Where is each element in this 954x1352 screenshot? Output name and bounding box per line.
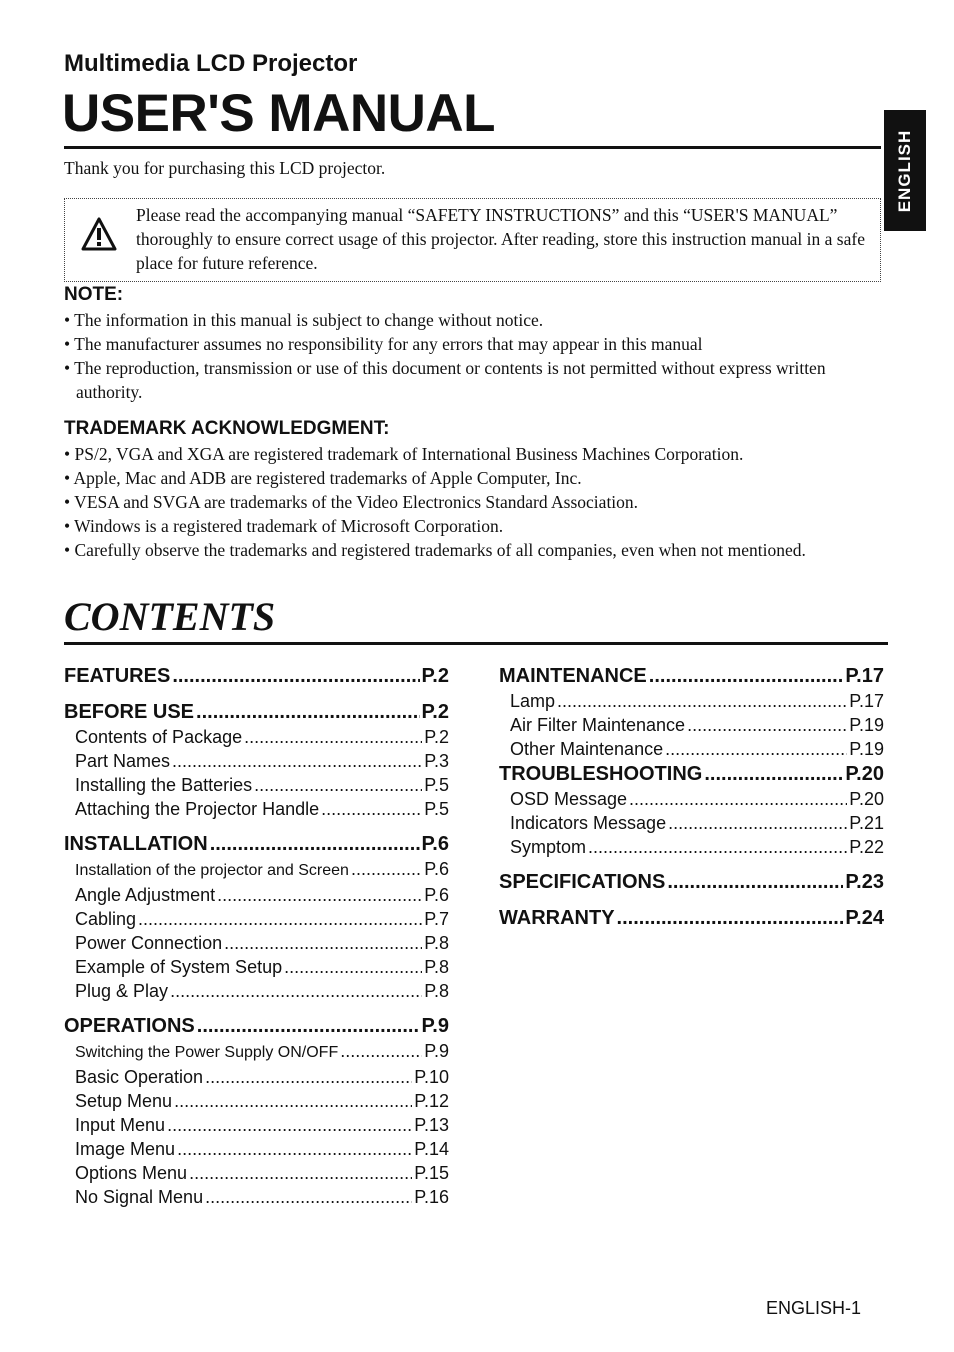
- toc-section-label: INSTALLATION: [64, 833, 208, 855]
- trademark-item: • PS/2, VGA and XGA are registered trademark of International Business Machines Corporation.: [64, 444, 744, 464]
- toc-section-entry: [499, 761, 884, 787]
- toc-page-number: P.17: [845, 665, 884, 687]
- toc-section-entry: [64, 699, 449, 725]
- toc-page-number: P.6: [421, 833, 449, 855]
- toc-leader-dots: [205, 1185, 412, 1209]
- toc-leader-dots: [177, 1137, 412, 1161]
- warning-triangle-icon: [81, 217, 117, 251]
- toc-subsection-entry: [64, 1089, 449, 1113]
- language-tab-label: ENGLISH: [895, 129, 914, 212]
- toc-leader-dots: [557, 689, 847, 713]
- contents-title: CONTENTS: [64, 594, 276, 639]
- toc-page-number: P.12: [414, 1091, 449, 1111]
- toc-section-label: TROUBLESHOOTING: [499, 763, 703, 785]
- toc-section-label: OPERATIONS: [64, 1015, 195, 1037]
- toc-subsection-entry: [64, 907, 449, 931]
- toc-leader-dots: [210, 831, 420, 857]
- toc-subsection-entry: [64, 1065, 449, 1089]
- toc-section-label: BEFORE USE: [64, 701, 195, 723]
- toc-leader-dots: [205, 1065, 412, 1089]
- toc-subsection-entry: [64, 883, 449, 907]
- toc-page-number: P.13: [414, 1115, 449, 1135]
- toc-subsection-entry: [64, 857, 449, 883]
- thanks-text: Thank you for purchasing this LCD projector.: [64, 158, 386, 178]
- toc-subsection-label: Image Menu: [75, 1139, 176, 1159]
- note-item: • The manufacturer assumes no responsibility for any errors that may appear in this manual: [64, 334, 703, 354]
- title-rule: [64, 146, 881, 149]
- toc-subsection-entry: [64, 931, 449, 955]
- toc-right-column: [499, 663, 884, 931]
- toc-subsection-label: Plug & Play: [75, 981, 169, 1001]
- toc-leader-dots: [244, 725, 422, 749]
- toc-leader-dots: [167, 1113, 412, 1137]
- toc-page-number: P.21: [849, 813, 884, 833]
- toc-leader-dots: [284, 955, 422, 979]
- toc-page-number: P.22: [849, 837, 884, 857]
- toc-subsection-entry: [64, 1113, 449, 1137]
- toc-leader-dots: [170, 979, 422, 1003]
- toc-leader-dots: [172, 663, 419, 689]
- toc-subsection-label: Installation of the projector and Screen: [75, 862, 349, 879]
- toc-page-number: P.6: [424, 885, 449, 905]
- toc-section-label: SPECIFICATIONS: [499, 871, 666, 893]
- toc-section-label: FEATURES: [64, 665, 171, 687]
- toc-leader-dots: [138, 907, 422, 931]
- toc-page-number: P.2: [421, 701, 449, 723]
- trademark-item: • Carefully observe the trademarks and registered trademarks of all companies, even when not mentioned.: [64, 540, 806, 560]
- toc-section-entry: [64, 1013, 449, 1039]
- toc-page-number: P.10: [414, 1067, 449, 1087]
- trademark-heading: TRADEMARK ACKNOWLEDGMENT:: [64, 418, 390, 439]
- toc-subsection-label: Power Connection: [75, 933, 223, 953]
- trademark-list: [64, 442, 874, 562]
- toc-subsection-entry: [64, 1161, 449, 1185]
- toc-subsection-label: Angle Adjustment: [75, 885, 216, 905]
- toc-leader-dots: [668, 811, 847, 835]
- toc-subsection-entry: [64, 725, 449, 749]
- contents-rule: [64, 642, 888, 645]
- toc-leader-dots: [629, 787, 847, 811]
- toc-left-column: [64, 663, 449, 1209]
- toc-page-number: P.6: [424, 859, 449, 879]
- toc-subsection-entry: [499, 713, 884, 737]
- document-subtitle: Multimedia LCD Projector: [64, 50, 358, 77]
- toc-leader-dots: [321, 797, 422, 821]
- toc-leader-dots: [197, 1013, 420, 1039]
- toc-subsection-label: No Signal Menu: [75, 1187, 204, 1207]
- toc-subsection-entry: [499, 835, 884, 859]
- toc-page-number: P.17: [849, 691, 884, 711]
- toc-leader-dots: [649, 663, 844, 689]
- toc-subsection-entry: [64, 955, 449, 979]
- toc-page-number: P.15: [414, 1163, 449, 1183]
- toc-page-number: P.14: [414, 1139, 449, 1159]
- toc-subsection-label: Part Names: [75, 751, 171, 771]
- toc-leader-dots: [617, 905, 844, 931]
- toc-page-number: P.5: [424, 799, 449, 819]
- toc-section-entry: [64, 663, 449, 689]
- toc-subsection-label: Basic Operation: [75, 1067, 204, 1087]
- safety-notice-text: Please read the accompanying manual “SAFETY INSTRUCTIONS” and this “USER'S MANUAL” thoroughly to ensure correct usage of this projector. After reading, store this instruction manual in a safe place for future reference.: [136, 205, 865, 273]
- toc-subsection-entry: [64, 1039, 449, 1065]
- toc-page-number: P.7: [424, 909, 449, 929]
- toc-subsection-entry: [64, 797, 449, 821]
- toc-subsection-entry: [64, 1137, 449, 1161]
- toc-leader-dots: [174, 1089, 412, 1113]
- toc-section-entry: [499, 663, 884, 689]
- toc-page-number: P.2: [421, 665, 449, 687]
- toc-subsection-entry: [499, 787, 884, 811]
- toc-subsection-label: Switching the Power Supply ON/OFF: [75, 1044, 339, 1061]
- toc-page-number: P.19: [849, 739, 884, 759]
- toc-page-number: P.8: [424, 957, 449, 977]
- toc-page-number: P.20: [845, 763, 884, 785]
- toc-subsection-label: Contents of Package: [75, 727, 243, 747]
- toc-section-label: MAINTENANCE: [499, 665, 647, 687]
- toc-page-number: P.9: [421, 1015, 449, 1037]
- note-item: • The reproduction, transmission or use of this document or contents is not permitted without express written authority.: [64, 358, 826, 402]
- document-title: USER'S MANUAL: [62, 84, 496, 143]
- trademark-item: • VESA and SVGA are trademarks of the Video Electronics Standard Association.: [64, 492, 639, 512]
- toc-subsection-label: OSD Message: [510, 789, 628, 809]
- toc-leader-dots: [588, 835, 847, 859]
- safety-notice-box: [64, 198, 881, 282]
- toc-subsection-label: Symptom: [510, 837, 587, 857]
- toc-leader-dots: [665, 737, 847, 761]
- toc-subsection-entry: [499, 811, 884, 835]
- toc-subsection-label: Air Filter Maintenance: [510, 715, 686, 735]
- language-tab: [884, 110, 926, 231]
- toc-subsection-entry: [64, 749, 449, 773]
- toc-page-number: P.8: [424, 933, 449, 953]
- toc-section-entry: [499, 869, 884, 895]
- note-heading: NOTE:: [64, 284, 124, 305]
- toc-page-number: P.3: [424, 751, 449, 771]
- toc-section-entry: [499, 905, 884, 931]
- toc-section-entry: [64, 831, 449, 857]
- toc-subsection-entry: [499, 737, 884, 761]
- trademark-item: • Windows is a registered trademark of Microsoft Corporation.: [64, 516, 504, 536]
- toc-page-number: P.8: [424, 981, 449, 1001]
- note-list: [64, 308, 864, 404]
- toc-subsection-label: Input Menu: [75, 1115, 166, 1135]
- toc-leader-dots: [687, 713, 847, 737]
- toc-leader-dots: [704, 761, 843, 787]
- toc-page-number: P.2: [424, 727, 449, 747]
- toc-subsection-label: Other Maintenance: [510, 739, 664, 759]
- toc-leader-dots: [351, 857, 422, 881]
- toc-leader-dots: [189, 1161, 412, 1185]
- toc-subsection-label: Options Menu: [75, 1163, 188, 1183]
- toc-subsection-label: Lamp: [510, 691, 556, 711]
- toc-subsection-label: Installing the Batteries: [75, 775, 253, 795]
- page-number: ENGLISH-1: [766, 1298, 862, 1318]
- trademark-item: • Apple, Mac and ADB are registered trademarks of Apple Computer, Inc.: [64, 468, 582, 488]
- toc-page-number: P.24: [845, 907, 884, 929]
- toc-section-label: WARRANTY: [499, 907, 615, 929]
- toc-page-number: P.9: [424, 1041, 449, 1061]
- toc-subsection-label: Example of System Setup: [75, 957, 283, 977]
- toc-leader-dots: [172, 749, 422, 773]
- toc-subsection-label: Cabling: [75, 909, 137, 929]
- toc-subsection-label: Setup Menu: [75, 1091, 173, 1111]
- toc-page-number: P.20: [849, 789, 884, 809]
- toc-subsection-entry: [499, 689, 884, 713]
- note-item: • The information in this manual is subject to change without notice.: [64, 310, 544, 330]
- toc-subsection-entry: [64, 979, 449, 1003]
- toc-subsection-label: Indicators Message: [510, 813, 667, 833]
- toc-leader-dots: [217, 883, 422, 907]
- toc-subsection-entry: [64, 773, 449, 797]
- toc-subsection-label: Attaching the Projector Handle: [75, 799, 320, 819]
- toc-leader-dots: [254, 773, 422, 797]
- toc-page-number: P.5: [424, 775, 449, 795]
- toc-page-number: P.23: [845, 871, 884, 893]
- toc-page-number: P.19: [849, 715, 884, 735]
- toc-page-number: P.16: [414, 1187, 449, 1207]
- toc-leader-dots: [340, 1039, 422, 1063]
- toc-leader-dots: [224, 931, 422, 955]
- toc-subsection-entry: [64, 1185, 449, 1209]
- toc-leader-dots: [667, 869, 843, 895]
- toc-leader-dots: [196, 699, 420, 725]
